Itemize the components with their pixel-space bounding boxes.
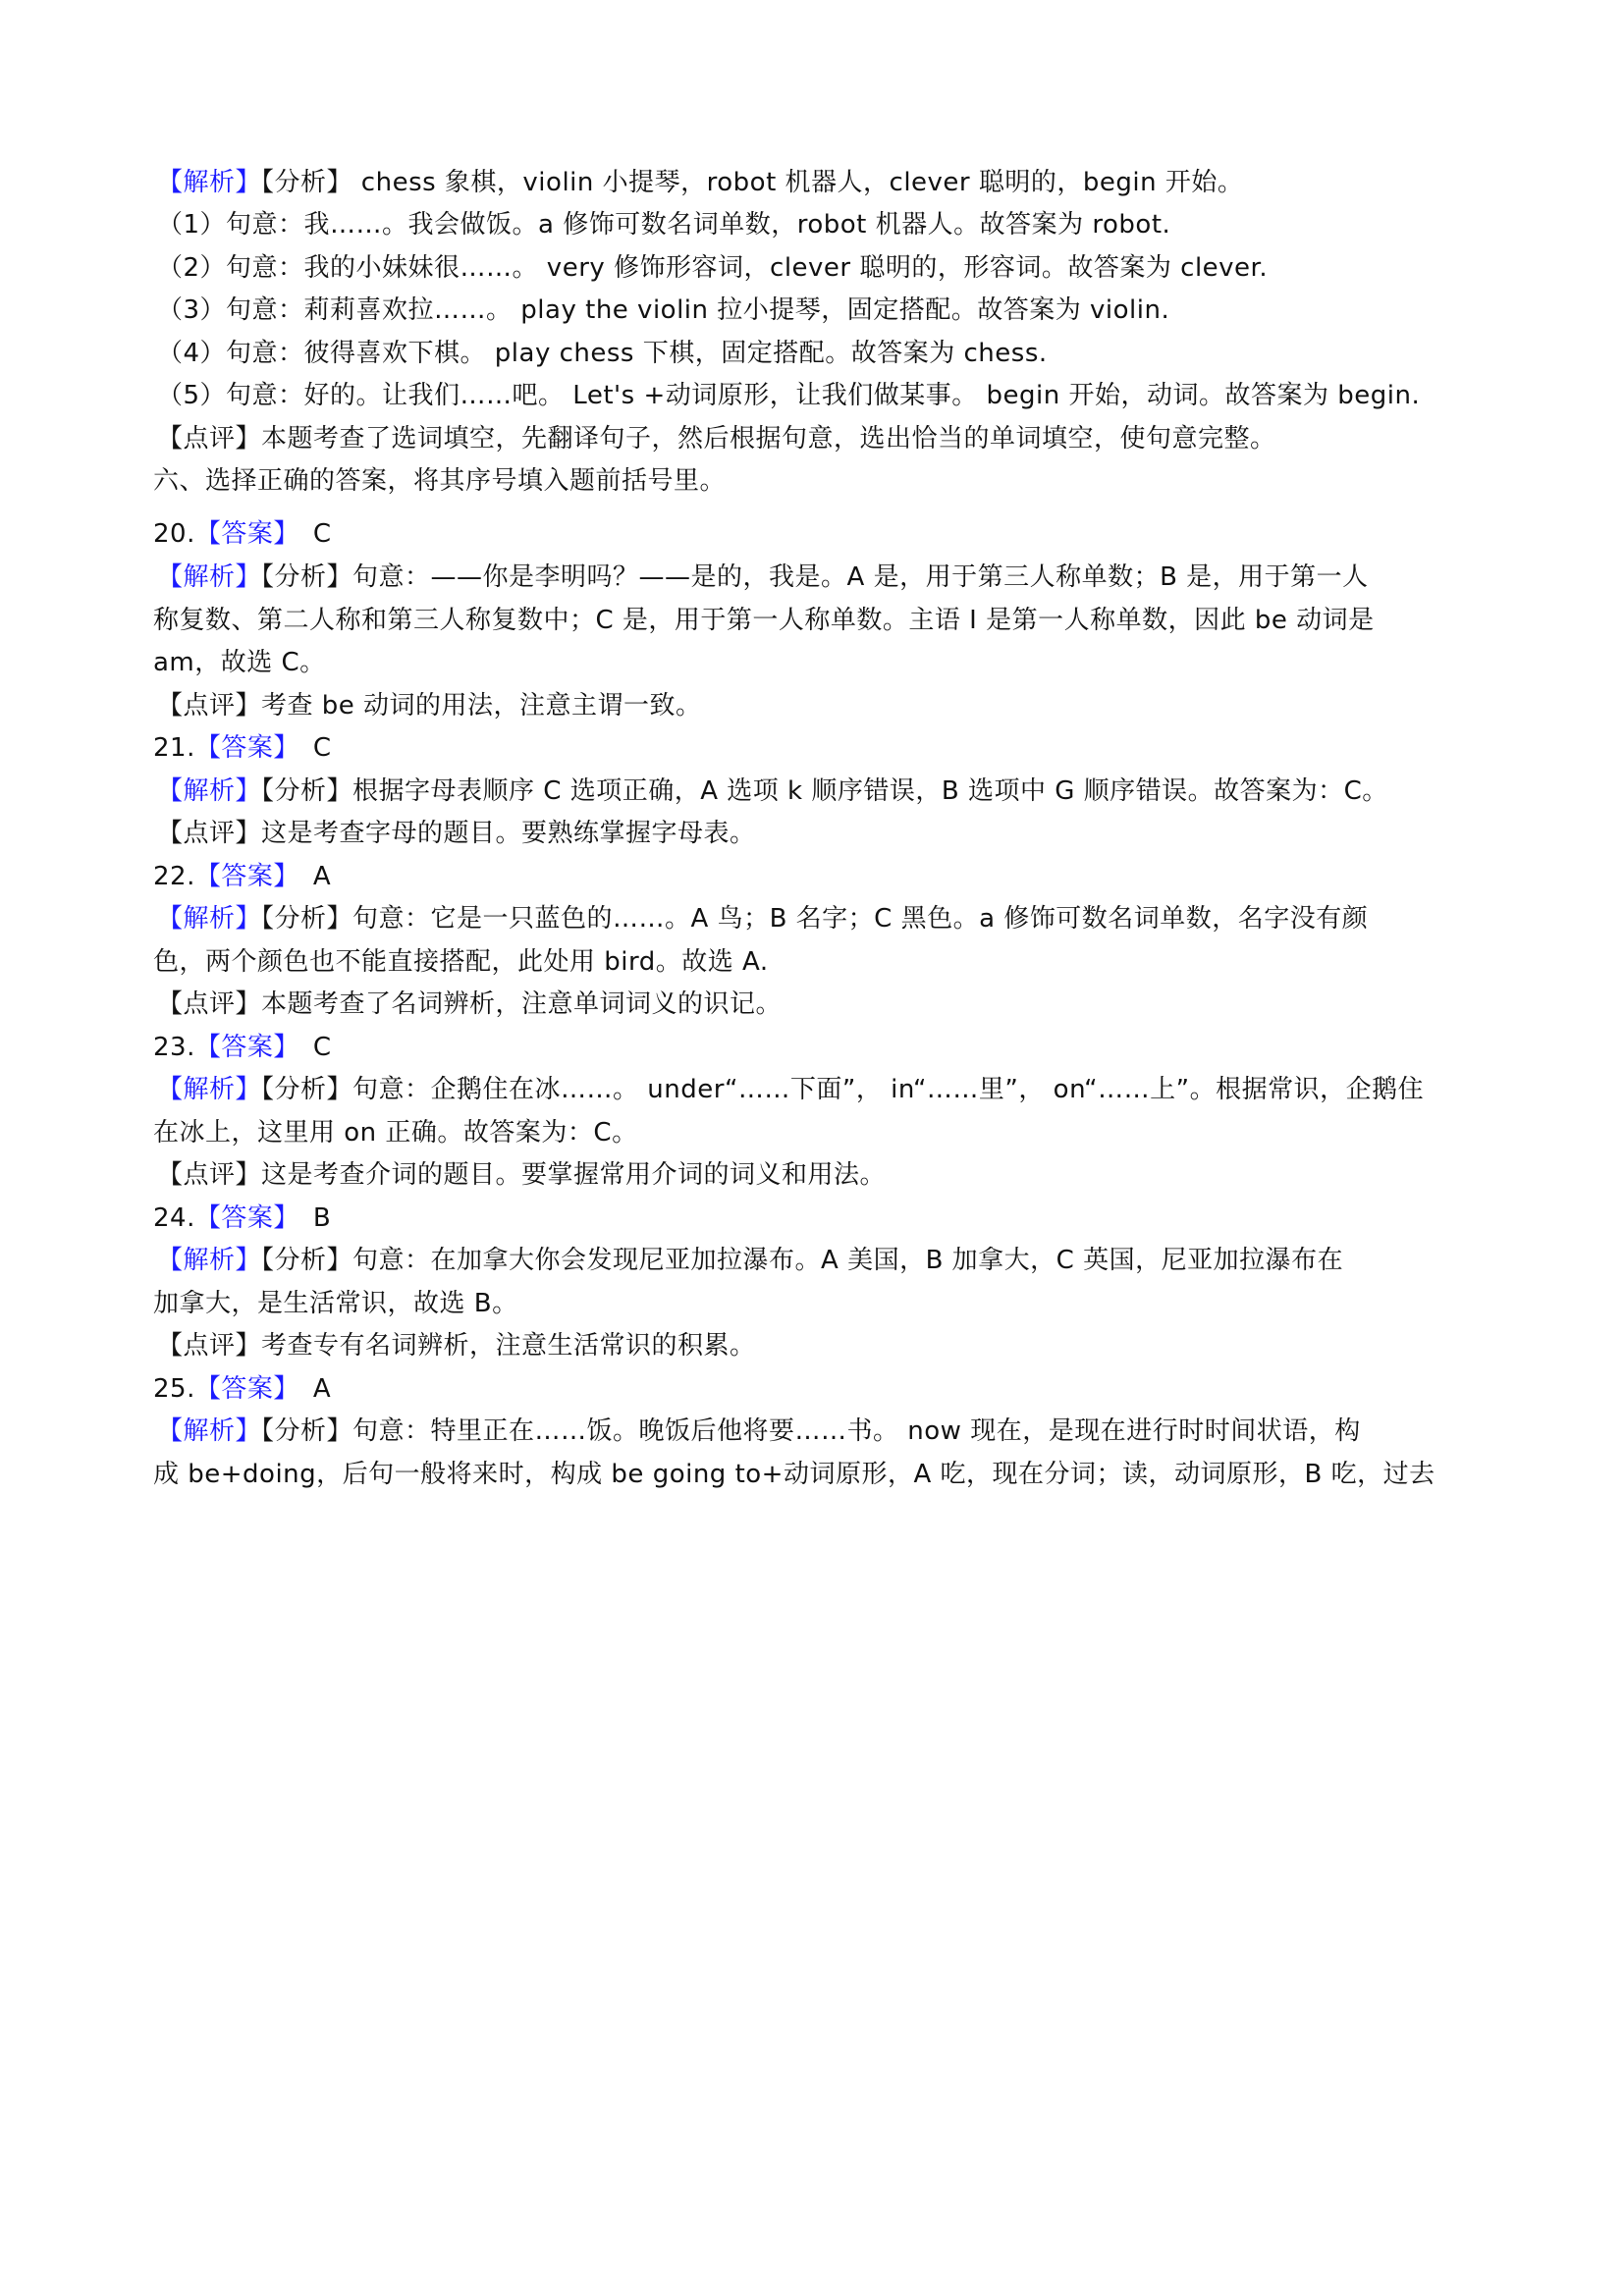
breakdown-tag: 【分析】 [261, 562, 353, 592]
answer-tag: 【答案】 [194, 1203, 299, 1233]
comment-text: 考查 be 动词的用法，注意主谓一致。 [261, 691, 702, 721]
analysis-tag: 【解析】 [157, 1246, 262, 1275]
prev-item-3: （3）句意：莉莉喜欢拉……。 play the violin 拉小提琴，固定搭配。故答案为 violin. [157, 295, 1170, 325]
question-24-analysis-cont: 加拿大，是生活常识，故选 B。 [153, 1289, 518, 1318]
question-20-answer [153, 516, 332, 552]
question-21-answer [153, 730, 332, 766]
question-20-analysis [157, 560, 1369, 595]
section-heading: 六、选择正确的答案，将其序号填入题前括号里。 [153, 466, 727, 496]
answer-tag: 【答案】 [194, 733, 299, 763]
question-number: 23. [153, 1033, 195, 1062]
question-23-answer [153, 1030, 332, 1065]
comment-text: 这是考查字母的题目。要熟练掌握字母表。 [261, 819, 756, 848]
analysis-tag: 【解析】 [157, 168, 262, 197]
question-24-analysis [157, 1243, 1343, 1278]
prev-analysis-line [157, 165, 1243, 200]
question-20-comment [157, 688, 702, 723]
analysis-text: 根据字母表顺序 C 选项正确，A 选项 k 顺序错误，B 选项中 G 顺序错误。故答案为：C。 [352, 776, 1388, 806]
analysis-tag: 【解析】 [157, 776, 262, 806]
breakdown-tag: 【分析】 [261, 904, 353, 934]
question-24-comment [157, 1328, 756, 1363]
analysis-text: 句意：企鹅住在冰……。 under“……下面”， in“……里”， on“……上”。根据常识，企鹅住 [352, 1075, 1425, 1104]
analysis-text: 句意：——你是李明吗？——是的，我是。A 是，用于第三人称单数；B 是，用于第一人 [352, 562, 1369, 592]
question-24-answer [153, 1201, 331, 1236]
prev-item-5: （5）句意：好的。让我们……吧。 Let's +动词原形，让我们做某事。 begin 开始，动词。故答案为 begin. [157, 381, 1421, 410]
comment-tag: 【点评】 [157, 1331, 262, 1361]
prev-item-2: （2）句意：我的小妹妹很……。 very 修饰形容词，clever 聪明的，形容词。故答案为 clever. [157, 253, 1269, 283]
analysis-tag: 【解析】 [157, 562, 262, 592]
question-21-analysis [157, 774, 1388, 809]
question-20-analysis-cont: 称复数、第二人称和第三人称复数中；C 是，用于第一人称单数。主语 I 是第一人称单数，因此 be 动词是 [153, 606, 1375, 635]
question-25-analysis [157, 1414, 1361, 1449]
question-22-comment [157, 987, 782, 1022]
comment-text: 本题考查了选词填空，先翻译句子，然后根据句意，选出恰当的单词填空，使句意完整。 [261, 424, 1276, 454]
question-23-analysis [157, 1072, 1424, 1107]
comment-text: 这是考查介词的题目。要掌握常用介词的词义和用法。 [261, 1160, 887, 1190]
answer-tag: 【答案】 [194, 519, 299, 549]
comment-tag: 【点评】 [157, 691, 262, 721]
analysis-text: 句意：在加拿大你会发现尼亚加拉瀑布。A 美国，B 加拿大，C 英国，尼亚加拉瀑布在 [352, 1246, 1344, 1275]
analysis-text: 句意：它是一只蓝色的……。A 鸟；B 名字；C 黑色。a 修饰可数名词单数，名字没有颜 [352, 904, 1369, 934]
question-25-answer [153, 1371, 331, 1407]
question-number: 25. [153, 1374, 195, 1404]
comment-tag: 【点评】 [157, 819, 262, 848]
answer-value: C [312, 519, 332, 549]
question-25-analysis-cont: 成 be+doing，后句一般将来时，构成 be going to+动词原形，A 吃，现在分词；读，动词原形，B 吃，过去 [153, 1460, 1435, 1489]
question-number: 20. [153, 519, 195, 549]
question-number: 22. [153, 862, 195, 891]
breakdown-tag: 【分析】 [261, 1075, 353, 1104]
question-number: 24. [153, 1203, 195, 1233]
analysis-tag: 【解析】 [157, 1075, 262, 1104]
breakdown-tag: 【分析】 [261, 1416, 353, 1446]
question-21-comment [157, 816, 756, 851]
answer-value: A [312, 862, 332, 891]
prev-item-1: （1）句意：我……。我会做饭。a 修饰可数名词单数，robot 机器人。故答案为 robot. [157, 210, 1171, 240]
comment-tag: 【点评】 [157, 989, 262, 1019]
comment-text: 考查专有名词辨析，注意生活常识的积累。 [261, 1331, 756, 1361]
comment-tag: 【点评】 [157, 1160, 262, 1190]
prev-item-4: （4）句意：彼得喜欢下棋。 play chess 下棋，固定搭配。故答案为 chess. [157, 339, 1048, 368]
answer-tag: 【答案】 [194, 862, 299, 891]
answer-tag: 【答案】 [194, 1033, 299, 1062]
answer-value: B [312, 1203, 332, 1233]
question-20-analysis-cont: am，故选 C。 [153, 648, 326, 677]
breakdown-tag: 【分析】 [261, 168, 353, 197]
answer-value: C [312, 1033, 332, 1062]
breakdown-tag: 【分析】 [261, 776, 353, 806]
question-22-answer [153, 859, 331, 894]
answer-value: A [312, 1374, 332, 1404]
prev-comment-line [157, 421, 1276, 456]
question-22-analysis [157, 901, 1368, 936]
analysis-tag: 【解析】 [157, 904, 262, 934]
analysis-tag: 【解析】 [157, 1416, 262, 1446]
question-22-analysis-cont: 色，两个颜色也不能直接搭配，此处用 bird。故选 A. [153, 947, 769, 977]
question-23-analysis-cont: 在冰上，这里用 on 正确。故答案为：C。 [153, 1118, 638, 1148]
question-number: 21. [153, 733, 195, 763]
answer-value: C [312, 733, 332, 763]
question-23-comment [157, 1157, 886, 1193]
comment-tag: 【点评】 [157, 424, 262, 454]
analysis-text: chess 象棋，violin 小提琴，robot 机器人，clever 聪明的，begin 开始。 [352, 168, 1244, 197]
breakdown-tag: 【分析】 [261, 1246, 353, 1275]
answer-tag: 【答案】 [194, 1374, 299, 1404]
analysis-text: 句意：特里正在……饭。晚饭后他将要……书。 now 现在，是现在进行时时间状语，构 [352, 1416, 1361, 1446]
comment-text: 本题考查了名词辨析，注意单词词义的识记。 [261, 989, 783, 1019]
